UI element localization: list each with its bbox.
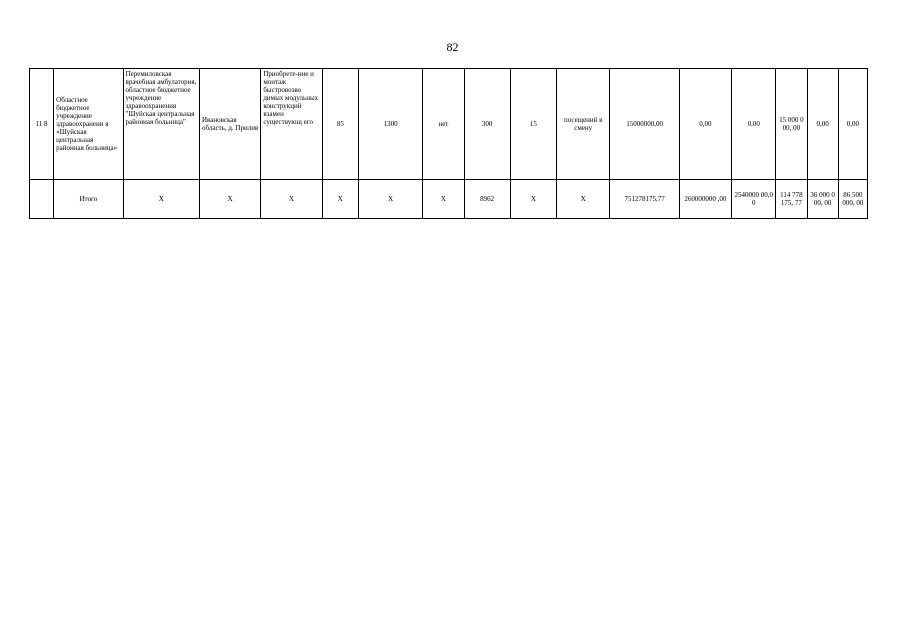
table-row xyxy=(30,69,868,180)
cell-c13: 0,00 xyxy=(679,69,731,180)
total-row xyxy=(30,180,868,219)
cell-total-c17: 86 500 000, 00 xyxy=(838,180,867,219)
cell-total-c6: Х xyxy=(322,180,358,219)
cell-total-c7: Х xyxy=(358,180,422,219)
cell-work-type: Приобрете-ние и монтаж быстровозво димых модульных конструкций взамен существующ его xyxy=(261,69,322,180)
cell-c12: 15000000,00 xyxy=(610,69,679,180)
cell-total-c8: Х xyxy=(423,180,464,219)
cell-c7: 1300 xyxy=(358,69,422,180)
cell-c11: посещений в смену xyxy=(557,69,610,180)
cell-total-c14: 2540000 00,00 xyxy=(732,180,776,219)
cell-total-c3: Х xyxy=(123,180,199,219)
cell-total-c15: 114 778 175, 77 xyxy=(776,180,807,219)
cell-c16: 0,00 xyxy=(807,69,838,180)
cell-total-c13: 260000000 ,00 xyxy=(679,180,731,219)
page-number: 82 xyxy=(446,40,459,54)
cell-total-empty xyxy=(30,180,54,219)
cell-location: Ивановская область, д. Прилив xyxy=(200,69,261,180)
cell-total-c11: Х xyxy=(557,180,610,219)
cell-c15: 15 000 000, 00 xyxy=(776,69,807,180)
data-table xyxy=(29,68,868,219)
cell-total-c5: Х xyxy=(261,180,322,219)
cell-c10: 15 xyxy=(510,69,556,180)
cell-row-number: 11 8 xyxy=(30,69,54,180)
cell-c8: нет xyxy=(423,69,464,180)
cell-customer: Областное бюджетное учреждение здравоохранени я «Шуйская центральная районная больница» xyxy=(54,69,123,180)
cell-total-label: Итого xyxy=(54,180,123,219)
cell-total-c10: Х xyxy=(510,180,556,219)
cell-c9: 300 xyxy=(464,69,510,180)
cell-c17: 0,00 xyxy=(838,69,867,180)
cell-c14: 0,00 xyxy=(732,69,776,180)
cell-c6: 85 xyxy=(322,69,358,180)
cell-object: Перемиловская врачебная амбулатория, областное бюджетное учреждение здравоохранения "Шуйская центральная районная больница" xyxy=(123,69,199,180)
cell-total-c16: 36 000 000, 00 xyxy=(807,180,838,219)
cell-total-c12: 751278175,77 xyxy=(610,180,679,219)
cell-total-c4: Х xyxy=(200,180,261,219)
cell-total-c9: 8962 xyxy=(464,180,510,219)
